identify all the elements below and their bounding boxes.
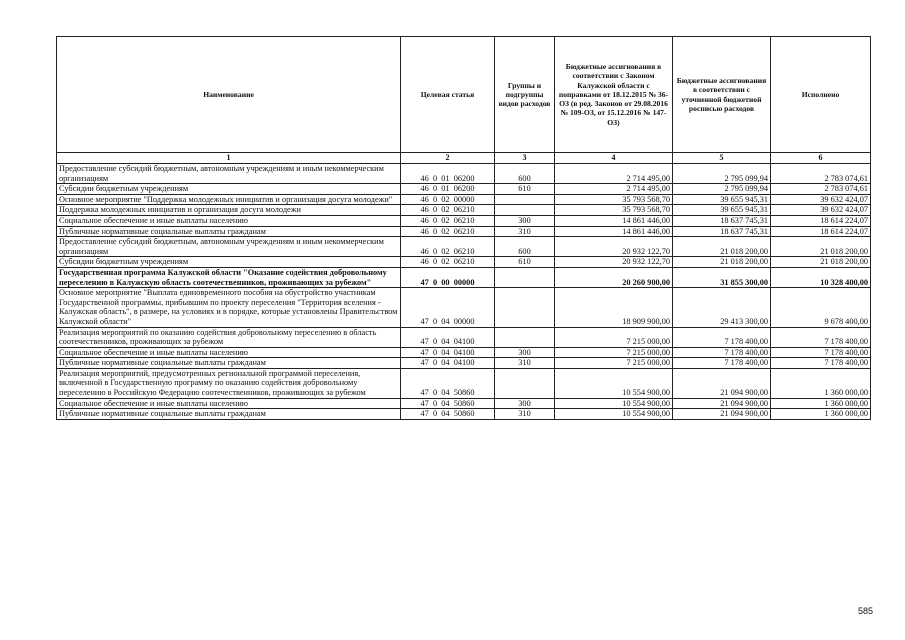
row-executed-amount: 21 018 200,00 <box>771 237 871 257</box>
table-row <box>57 164 871 184</box>
row-executed-amount: 18 614 224,07 <box>771 226 871 237</box>
row-target-code: 46 0 02 00000 <box>401 194 495 205</box>
row-target-code: 46 0 02 06210 <box>401 257 495 268</box>
column-number: 5 <box>673 153 771 164</box>
row-executed-amount: 39 632 424,07 <box>771 194 871 205</box>
header-law: Бюджетные ассигнования в соответствии с Законом Калужской области с поправками от 18.12.2015 № 36-ОЗ (в ред. Законов от 29.08.2016 № 109-ОЗ, от 15.12.2016 № 147-ОЗ) <box>555 37 673 153</box>
row-group-code: 310 <box>495 409 555 420</box>
row-law-amount: 20 260 900,00 <box>555 267 673 287</box>
row-law-amount: 14 861 446,00 <box>555 226 673 237</box>
row-revised-amount: 39 655 945,31 <box>673 205 771 216</box>
column-number: 2 <box>401 153 495 164</box>
header-groups: Группы и подгруппы видов расходов <box>495 37 555 153</box>
row-group-code <box>495 205 555 216</box>
row-name: Публичные нормативные социальные выплаты гражданам <box>57 358 401 369</box>
table-row <box>57 194 871 205</box>
column-number: 6 <box>771 153 871 164</box>
row-name: Социальное обеспечение и иные выплаты населению <box>57 398 401 409</box>
row-group-code: 310 <box>495 226 555 237</box>
row-name: Публичные нормативные социальные выплаты гражданам <box>57 409 401 420</box>
row-revised-amount: 7 178 400,00 <box>673 358 771 369</box>
row-target-code: 46 0 01 06200 <box>401 164 495 184</box>
row-revised-amount: 18 637 745,31 <box>673 226 771 237</box>
row-name: Поддержка молодежных инициатив и организация досуга молодежи <box>57 205 401 216</box>
row-target-code: 46 0 02 06210 <box>401 237 495 257</box>
row-law-amount: 10 554 900,00 <box>555 409 673 420</box>
row-revised-amount: 39 655 945,31 <box>673 194 771 205</box>
row-executed-amount: 21 018 200,00 <box>771 257 871 268</box>
row-name: Основное мероприятие "Выплата единовременного пособия на обустройство участникам Государственной программы, прибывшим по проекту переселения "Территория вселения - Калужская область", в размере, на условиях и в порядке, которые установлены Правительством Калужской области" <box>57 288 401 327</box>
row-name: Субсидии бюджетным учреждениям <box>57 257 401 268</box>
row-executed-amount: 39 632 424,07 <box>771 205 871 216</box>
row-executed-amount: 2 783 074,61 <box>771 164 871 184</box>
header-executed: Исполнено <box>771 37 871 153</box>
row-target-code: 47 0 04 04100 <box>401 347 495 358</box>
row-group-code <box>495 327 555 347</box>
table-row <box>57 347 871 358</box>
table-row <box>57 184 871 195</box>
row-law-amount: 10 554 900,00 <box>555 368 673 398</box>
row-revised-amount: 18 637 745,31 <box>673 215 771 226</box>
table-row <box>57 237 871 257</box>
row-target-code: 46 0 02 06210 <box>401 226 495 237</box>
header-revised: Бюджетные ассигнования в соответствии с уточненной бюджетной росписью расходов <box>673 37 771 153</box>
row-group-code <box>495 368 555 398</box>
row-revised-amount: 21 094 900,00 <box>673 409 771 420</box>
table-row <box>57 267 871 287</box>
row-law-amount: 2 714 495,00 <box>555 184 673 195</box>
row-target-code: 47 0 04 50860 <box>401 409 495 420</box>
table-body <box>57 153 871 420</box>
row-revised-amount: 31 855 300,00 <box>673 267 771 287</box>
row-name: Реализация мероприятий, предусмотренных региональной программой переселения, включенной в Государственную программу по оказанию содействия добровольному переселению в Российскую Федерацию соотечественников, проживающих за рубежом <box>57 368 401 398</box>
row-revised-amount: 7 178 400,00 <box>673 327 771 347</box>
table-row <box>57 368 871 398</box>
row-name: Основное мероприятие "Поддержка молодежных инициатив и организация досуга молодежи" <box>57 194 401 205</box>
row-revised-amount: 21 094 900,00 <box>673 398 771 409</box>
row-executed-amount: 10 328 400,00 <box>771 267 871 287</box>
row-name: Предоставление субсидий бюджетным, автономным учреждениям и иным некоммерческим организациям <box>57 237 401 257</box>
row-law-amount: 10 554 900,00 <box>555 398 673 409</box>
row-name: Субсидии бюджетным учреждениям <box>57 184 401 195</box>
row-name: Социальное обеспечение и иные выплаты населению <box>57 347 401 358</box>
row-target-code: 47 0 00 00000 <box>401 267 495 287</box>
row-target-code: 46 0 02 06210 <box>401 205 495 216</box>
row-target-code: 47 0 04 50860 <box>401 398 495 409</box>
table-row <box>57 327 871 347</box>
row-name: Предоставление субсидий бюджетным, автономным учреждениям и иным некоммерческим организациям <box>57 164 401 184</box>
header-name: Наименование <box>57 37 401 153</box>
row-law-amount: 20 932 122,70 <box>555 237 673 257</box>
row-law-amount: 7 215 000,00 <box>555 347 673 358</box>
row-revised-amount: 2 795 099,94 <box>673 164 771 184</box>
row-group-code: 300 <box>495 215 555 226</box>
row-law-amount: 2 714 495,00 <box>555 164 673 184</box>
budget-table <box>56 36 871 420</box>
header-row <box>57 37 871 153</box>
row-group-code: 300 <box>495 398 555 409</box>
row-executed-amount: 2 783 074,61 <box>771 184 871 195</box>
table-row <box>57 257 871 268</box>
row-name: Государственная программа Калужской области "Оказание содействия добровольному переселению в Калужскую область соотечественников, проживающих за рубежом" <box>57 267 401 287</box>
row-executed-amount: 7 178 400,00 <box>771 347 871 358</box>
row-group-code: 600 <box>495 164 555 184</box>
row-law-amount: 7 215 000,00 <box>555 327 673 347</box>
row-executed-amount: 7 178 400,00 <box>771 358 871 369</box>
row-executed-amount: 7 178 400,00 <box>771 327 871 347</box>
column-number: 3 <box>495 153 555 164</box>
row-revised-amount: 2 795 099,94 <box>673 184 771 195</box>
row-target-code: 47 0 04 50860 <box>401 368 495 398</box>
row-target-code: 47 0 04 04100 <box>401 358 495 369</box>
row-executed-amount: 18 614 224,07 <box>771 215 871 226</box>
row-target-code: 47 0 04 00000 <box>401 288 495 327</box>
row-group-code: 600 <box>495 237 555 257</box>
row-group-code <box>495 288 555 327</box>
row-revised-amount: 21 018 200,00 <box>673 257 771 268</box>
row-executed-amount: 9 678 400,00 <box>771 288 871 327</box>
row-revised-amount: 21 018 200,00 <box>673 237 771 257</box>
row-executed-amount: 1 360 000,00 <box>771 409 871 420</box>
row-name: Публичные нормативные социальные выплаты гражданам <box>57 226 401 237</box>
column-number-row <box>57 153 871 164</box>
row-law-amount: 7 215 000,00 <box>555 358 673 369</box>
row-law-amount: 18 909 900,00 <box>555 288 673 327</box>
row-name: Реализация мероприятий по оказанию содействия добровольному переселению в область соотечественников, проживающих за рубежом <box>57 327 401 347</box>
row-group-code: 610 <box>495 257 555 268</box>
row-group-code: 310 <box>495 358 555 369</box>
row-group-code <box>495 194 555 205</box>
row-executed-amount: 1 360 000,00 <box>771 368 871 398</box>
row-law-amount: 35 793 568,70 <box>555 205 673 216</box>
page-number: 585 <box>857 606 873 616</box>
table-row <box>57 409 871 420</box>
row-target-code: 46 0 02 06210 <box>401 215 495 226</box>
column-number: 1 <box>57 153 401 164</box>
table-row <box>57 226 871 237</box>
row-target-code: 47 0 04 04100 <box>401 327 495 347</box>
row-revised-amount: 21 094 900,00 <box>673 368 771 398</box>
column-number: 4 <box>555 153 673 164</box>
row-target-code: 46 0 01 06200 <box>401 184 495 195</box>
row-executed-amount: 1 360 000,00 <box>771 398 871 409</box>
row-group-code: 610 <box>495 184 555 195</box>
row-law-amount: 14 861 446,00 <box>555 215 673 226</box>
table-row <box>57 398 871 409</box>
row-revised-amount: 7 178 400,00 <box>673 347 771 358</box>
row-law-amount: 20 932 122,70 <box>555 257 673 268</box>
table-row <box>57 205 871 216</box>
table-row <box>57 358 871 369</box>
table-row <box>57 215 871 226</box>
table-row <box>57 288 871 327</box>
row-name: Социальное обеспечение и иные выплаты населению <box>57 215 401 226</box>
row-revised-amount: 29 413 300,00 <box>673 288 771 327</box>
row-group-code <box>495 267 555 287</box>
header-target: Целевая статья <box>401 37 495 153</box>
row-law-amount: 35 793 568,70 <box>555 194 673 205</box>
row-group-code: 300 <box>495 347 555 358</box>
